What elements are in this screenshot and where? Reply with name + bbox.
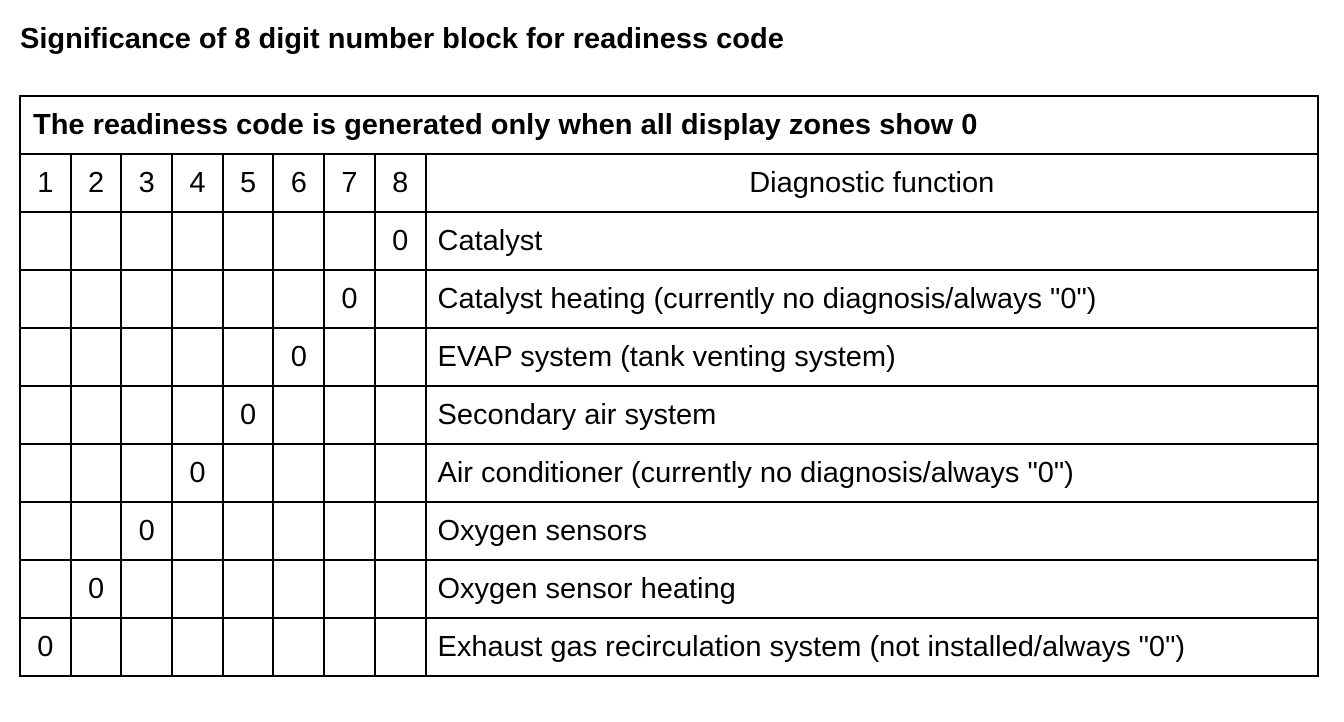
table-row	[20, 212, 1318, 270]
column-header-row	[20, 154, 1318, 212]
zone-cell-2	[71, 444, 122, 502]
zone-cell-2	[71, 502, 122, 560]
zone-cell-6	[273, 444, 324, 502]
page-title: Significance of 8 digit number block for readiness code	[20, 23, 784, 55]
zone-cell-7: 0	[324, 270, 375, 328]
zone-cell-1	[20, 502, 71, 560]
zone-cell-1	[20, 270, 71, 328]
zone-cell-5	[223, 212, 274, 270]
zone-cell-1	[20, 386, 71, 444]
zone-cell-8	[375, 444, 426, 502]
zone-cell-5	[223, 502, 274, 560]
diagnostic-function-cell: EVAP system (tank venting system)	[426, 328, 1319, 386]
zone-cell-7	[324, 386, 375, 444]
zone-cell-7	[324, 618, 375, 676]
zone-cell-8	[375, 270, 426, 328]
zone-cell-7	[324, 444, 375, 502]
zone-cell-6	[273, 560, 324, 618]
zone-cell-3	[121, 212, 172, 270]
zone-cell-6	[273, 386, 324, 444]
zone-cell-2	[71, 328, 122, 386]
zone-cell-4	[172, 270, 223, 328]
zone-cell-5	[223, 328, 274, 386]
column-header-2: 2	[71, 154, 122, 212]
zone-cell-7	[324, 328, 375, 386]
zone-cell-1	[20, 212, 71, 270]
zone-cell-6	[273, 502, 324, 560]
diagnostic-function-cell: Catalyst	[426, 212, 1319, 270]
zone-cell-7	[324, 502, 375, 560]
zone-cell-8	[375, 618, 426, 676]
zone-cell-4	[172, 560, 223, 618]
diagnostic-function-header: Diagnostic function	[426, 154, 1319, 212]
table-row	[20, 270, 1318, 328]
zone-cell-3	[121, 560, 172, 618]
column-header-1: 1	[20, 154, 71, 212]
zone-cell-5: 0	[223, 386, 274, 444]
table-banner-row	[20, 96, 1318, 154]
zone-cell-3	[121, 328, 172, 386]
zone-cell-7	[324, 212, 375, 270]
zone-cell-8	[375, 560, 426, 618]
zone-cell-6: 0	[273, 328, 324, 386]
diagnostic-function-cell: Catalyst heating (currently no diagnosis/always "0")	[426, 270, 1319, 328]
zone-cell-5	[223, 618, 274, 676]
table-body	[20, 212, 1318, 676]
zone-cell-2	[71, 386, 122, 444]
column-header-6: 6	[273, 154, 324, 212]
zone-cell-2	[71, 212, 122, 270]
column-header-4: 4	[172, 154, 223, 212]
diagnostic-function-cell: Oxygen sensor heating	[426, 560, 1319, 618]
zone-cell-2: 0	[71, 560, 122, 618]
zone-cell-4	[172, 212, 223, 270]
table-row	[20, 386, 1318, 444]
table-row	[20, 502, 1318, 560]
zone-cell-5	[223, 560, 274, 618]
zone-cell-3: 0	[121, 502, 172, 560]
zone-cell-5	[223, 270, 274, 328]
zone-cell-1	[20, 444, 71, 502]
zone-cell-7	[324, 560, 375, 618]
diagnostic-function-cell: Oxygen sensors	[426, 502, 1319, 560]
table-banner: The readiness code is generated only when all display zones show 0	[20, 96, 1318, 154]
zone-cell-5	[223, 444, 274, 502]
readiness-code-table	[19, 95, 1319, 677]
zone-cell-8	[375, 328, 426, 386]
table-row	[20, 444, 1318, 502]
diagnostic-function-cell: Exhaust gas recirculation system (not installed/always "0")	[426, 618, 1319, 676]
column-header-5: 5	[223, 154, 274, 212]
zone-cell-3	[121, 444, 172, 502]
zone-cell-1: 0	[20, 618, 71, 676]
zone-cell-6	[273, 618, 324, 676]
table-row	[20, 560, 1318, 618]
zone-cell-4	[172, 386, 223, 444]
zone-cell-1	[20, 328, 71, 386]
zone-cell-8: 0	[375, 212, 426, 270]
table-row	[20, 328, 1318, 386]
zone-cell-4	[172, 502, 223, 560]
zone-cell-6	[273, 212, 324, 270]
column-header-3: 3	[121, 154, 172, 212]
zone-cell-8	[375, 502, 426, 560]
zone-cell-4: 0	[172, 444, 223, 502]
table-row	[20, 618, 1318, 676]
diagnostic-function-cell: Secondary air system	[426, 386, 1319, 444]
zone-cell-4	[172, 328, 223, 386]
zone-cell-1	[20, 560, 71, 618]
zone-cell-3	[121, 386, 172, 444]
zone-cell-3	[121, 270, 172, 328]
column-header-8: 8	[375, 154, 426, 212]
column-header-7: 7	[324, 154, 375, 212]
zone-cell-3	[121, 618, 172, 676]
zone-cell-6	[273, 270, 324, 328]
zone-cell-2	[71, 270, 122, 328]
diagnostic-function-cell: Air conditioner (currently no diagnosis/always "0")	[426, 444, 1319, 502]
zone-cell-8	[375, 386, 426, 444]
zone-cell-2	[71, 618, 122, 676]
zone-cell-4	[172, 618, 223, 676]
